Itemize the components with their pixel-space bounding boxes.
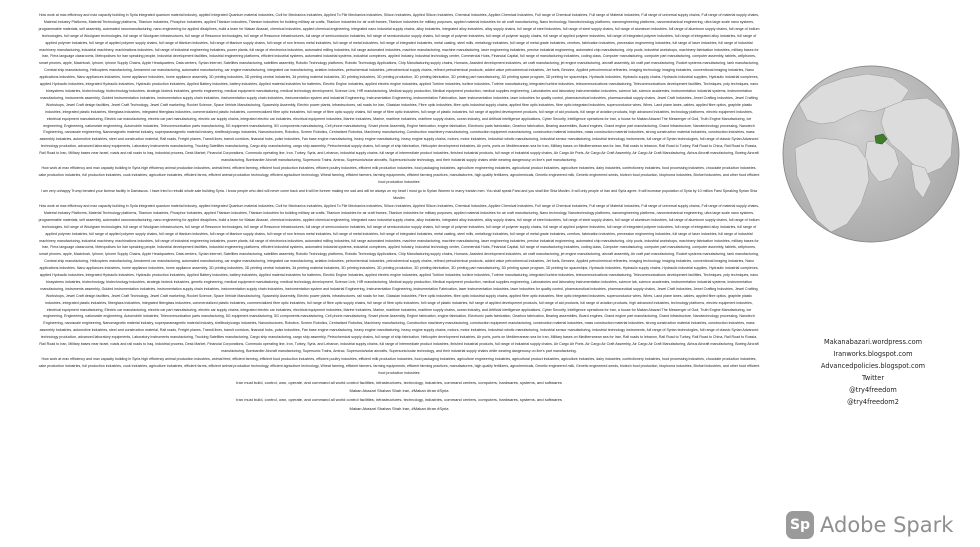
adobe-spark-watermark [786, 505, 953, 545]
paragraph-statement: I am very unhappy Trump berated your license facility in Damascus. I have tried to rebuild whole sale building Syria. I know people who died will never come back and it will be forever making me sad and will be always on my heart I must go to Syrian Women to marry Iranian men. You shall speak Farsi and you shall like Shia Muslim. It will only people of Iran and Syria agree. It will increase population of Syria by 10 million Farsi Speaking Syrian Shia Muslim [40, 188, 758, 200]
paragraph-signature-1: Makan Abazari Shahan Shah Iran, #Makan #Iran #Syria [349, 388, 449, 394]
link-advancedpolicies[interactable]: Advancedpolicies.blogspot.com [820, 362, 926, 370]
globe-map [781, 64, 961, 244]
twitter-handle-2[interactable]: @try4freedom2 [847, 398, 899, 406]
sidebar-links [780, 336, 966, 408]
paragraph-signature-2: Makan Abazari Shahan Shah Iran, #Makan #Iran #Syria [349, 405, 449, 411]
twitter-label: Twitter [861, 374, 885, 382]
link-iranworks[interactable]: Iranworks.blogspot.com [833, 350, 913, 358]
adobe-spark-name: Adobe Spark [820, 513, 954, 537]
paragraph-agriculture-2: How work at max efficiency and max capacity building in Syria high efficiency animal production industries, animal feed, efficient farming, efficient food production industries, efficient poultry industries, efficient milk production industries, food packaging industries, agriculture engineering industries, agricultural product industries, agriculture industries, dairy industries, confectionery industries, food processing industries, chocolate production industries, cake production industries, full production industries, cook industries, agriculture industries, efficient farms, efficient animal production technology, efficient agriculture technology, Wheat farming, efficient farmers, farming equipments, efficient farming practices, manufacturers, high quality fertilizers, agrochemicals, Genetic engineered milk, Genetic engineered seeds, biotech food production, biophoma industries, Biofuel industries, and other food efficient food production industries [38, 357, 760, 376]
article-body [38, 12, 760, 532]
globe-icon [781, 64, 961, 244]
paragraph-agriculture-1: How work at max efficiency and max capacity building in Syria high efficiency animal production industries, animal feed, efficient farming, efficient food production industries, efficient poultry industries, efficient milk production industries, food packaging industries, agriculture engineering industries, agricultural product industries, agriculture industries, dairy industries, confectionery industries, food processing industries, chocolate production industries, cake production industries, full production industries, cook industries, agriculture industries, efficient farms, efficient animal production technology, efficient agriculture technology, Wheat farming, efficient farmers, farming equipments, efficient farming practices, manufacturers, high quality fertilizers, agrochemicals, Genetic engineered milk, Genetic engineered seeds, biotech food production, biophoma industries, Biofuel industries, and other food efficient food production industries [38, 166, 760, 185]
paragraph-industry-1: How work at max efficiency and max capacity building in Syria integrated quantum material industry, applied Integrated Quantum material industries, Civil for Mechanics industries, Applied To File Mechanics industries, Silicon Industries, Applied Silicon Industries, Chemical Industries, Applied Chemical Industries, Full range of Chemical industries, Full range of Material industries, Full range of universal supply chains, Full range of material supply chains, Material Industry Platforms, Material Technology platforms, Titanium industries, Phosphor Industries, applied Titanium industries, Titanium industries for building military air crafts, Titanium industries for air craft frames, Titanium industries for military purposes, applied material industries for air craft manufacturing, Nano technology, Nanotechnology platforms, nanoengineering platforms, nanomechanical engineering, ultra large scale nano systems, programmable materials, self assembly, automated nanomanufacturing, nano engineering for applied disciplines, build a team for Makan Abazari, chemical industries, applied chemical engineering, integrated nano industrial supply chains, alloy industries, integrated alloy industries, alloy supply chains, full range of steel industries, full range of steel supply chains, full range of aluminum industries, full range of aluminum supply chains, full range of Indium technologies, full range of Woolgram technologies, full range of Woolgram infrastructures, full range of Ressonce technologies, full range of Ressonce infrastructures, full range of semiconductor industries, full range of semiconductor supply chains, full range of polymer industries, full range of polymer supply chains, full range of applied polymer industries, full range of integrated polymer industries, full range of integrated alloy industries, full range of applied polymer industries, full range of applied polymer supply chains, full range of titanium industries, full range of titanium supply chains, full range of non ferrous metal industries, full range of metal industries, full range of integrated industries, metal casting, steel mills, metallurgy industries, full range of metal grade industries, cemfors, fabrication industries, precession engineering industries, full range of laser industries, full range of industrial machinery manufacturing, industrial machinery, machinations industries, full range of industrial engineering industries, power plants, full range of electronics industries, automated milling industries, full range automated industries, machine manufacturing, machine manufacturing, laser engineering industries, precise industrial engineering, automated chip manufacturing, chip pools, industrial workshops, machinery fabrication industries, military bases for Iran, Fiera language classrooms, Metropolises for Iran speaking people, Industrial development facilities, industrial engineering platforms, efficient industrial systems, automated industrial systems, industrial complexes, applied Industry, Industrial technology center, Commercial Hubs, Financial Capital, full range of manufacturing industries, coding class, Computer manufacturing, computer part manufacturing, computer assembly, tablets, cellphones, smart phones, apple, Macintosh, Iphone, Iphone Supply Chains, Apple Headquarters, Data centers, Syrian internet, Satellites manufacturing, satellites assembly, Robotic Technology platforms, Robotic Technology Applications, Chip Manufacturing supply chains, Humans, Assisted development industries, air craft manufacturing, jet engine manufacturing, aircraft assembly, Air craft part manufacturing, Rocket systems manufacturing, tank manufacturing, Combat ship manufacturing, Helicopters manufacturing, Armament car manufacturing, automated manufacturing, car engine manufacturing, integrated car manufacturing, aviation industries, petrochemical industries, petrochemical supply chains, refined petrochemical products, added value petrochemical industries, Jet fuels, Benzine, Applied petrochemical refineries, Imaging technology, imaging industries, conventional imaging industries, Nano applications industries, Nano appliances industries, home appliance industries, home appliance assembly, 3D printing industries, 3D printing central industries, 3d printing material industries, 3D printing industries, 3D printing production, 3D printing fabrication, 3D printing part manufacturing, 3D printing space program, 3D printing for spaceships, Hydraulic industries, Hydraulic supply chains, Hydraulic industrial supplies, Hydraulic industrial complexes, applied Hydraulic industries, integrated Hydraulic industries, Hydraulic production industries, Applied Battery industries, battery industries, Applied material industries for batteries, Electric Engine industries, applied electric engine industries, applied Turbine industries, turbine industries, Turbine manufacturing, integrated turbine industries, telecommunications manufacturing, Telecommunications development facilities, Techniques, poly techniques, nano biosystems industries, biotechnology, biotechnology industries, strategic bioteck industries, genetic engineering, medical equipment manufacturing, medical technology development, Science Link, HIR manufacturing, Medical supply production, Medical equipment production, medical supplies engineering, Laboratories and laboratory instrumentation industries, science lab, science academies, instrumentation industrial systems, instrumentation manufacturing, instruments assembly, Guided instrumentation industries, instrumentation supply chain industries, instrumentation supply chain industries, instrumentation system and industrial Engineering, Instrumentation Engineering, instrumentation Fabrication, laser instrumentation industries, laser industries for quality control, pharmaceutical industries, pharmaceutical supply chains, Jewel Craft Industries, Jewel Crafting Industries, Jewel Crafting Workshops, Jewel Craft design facilities, Jewel Craft Technology, Jewel Craft marketing, Rocket Science, Space Vehicle Manufacturing, Spaceship Assembly, Electric power plants, infrastructures, rail roads for Iran, Glassian industries, Fibre optic industries, fibre optic industrial supply chains, applied fibre optic industries, fibre optic integrated industries, superconductor wires, Wires, Land plane lanes, cables, applied fibre optics, graphite plastic industries, integrated plastic industries, fiberglass industries, integrated fiberglass industries, commercialized plastic industries, commercialized fibre optic industries, full range of fibre optic supply chains, full range of fibre optic industries, full range of plastic industries, full range of applied development products, full range of aid products, full range of aviation products, high advanced industries, technology platforms, electric equipment industries, electrical equipment manufacturing, Electric car manufacturing, electric car part manufacturing, electric car supply chains, integrated electric car industries, electrical equipment industries, Marine Industries, Marine, maritime industries, maritime supply chains, ocean industry, and Artificial intelligence applications, Cyber Security, Intelligence operations for Iran, a house for Makan Abazari The Messenger of God, Truth Engine Manufacturing, Ice engineering, Engineering, nationwide engineering, Automobile industries, Telecommunication parts manufacturing, 5G equipment manufacturing, 5G components manufacturing, Cell phone manufacturing, Smart phone Assembly, Engine fabrication, engine fabrication, Electronic parts fabrication, Gearbox fabrication, Bearing assemblies, Board engines, Grand engine part manufacturing, Grand infrastructure, Nanotechnology processing, Nanotech Engineering, nanoscale engineering, Nanomagnetic material industry, superparamagnetic material industry, shellbody/cargo industries, Nanostructures, Robotics, Screen Robotics, Centralized Robotics, Machinery manufacturing, Construction machinery manufacturing, construction equipment manufacturing, construction material industries, mass construction material industries, strong construction material industries, construction industries, mass assembly industries, automotive industries, steel and construction material, Rail roads, Freight planes, Transit lines, transit corridors, financial hubs, pulse industries, Fan base engine manufacturing, heavy engine manufacturing, heavy engine supply chains, motors, motor industries, Industrial robotic manufacturing, Industrial sensor manufacturing, industrial technology instruments, full range of Syrian technologies, full range of classic Syrian Advanced technology production, advanced laboratory equipments, Laboratory Instruments manufacturing, Trucking Satellites manufacturing, Cargo ship manufacturing, cargo ship assembly, Petrochemical supply chains, full range of ship fabrication, Helicopter development industries, Air ports, ports on Mediterranean sea for Iran, Military bases on Mediterranean sea for Iran, Rail roads to lebanon, Rail Road to Turkey, Rail Road to China, Rail Road to Russia, Rail Road to Iran, Military bases near Israel, roads and rail roads to Iraq, industrial process, Desk Market, Financial Corporations, Commodo operating line, Iron, Turkey, Syria, and Lebanon, industrial supply chains, full range of intermediate product industries, finished industrial products, full range of industrial supply chains, Air Cargo Air Ports, Air Cargo Air Craft Assembly, Air Cargo Air Craft Manufacturing, Airbus Aircraft manufacturing, Boeing Aircraft manufacturing, Bombardier Aircraft manufacturing, Supersonic Trains, Amtrac, Supersonic/solar aircrafts, Supersonic/solar technology, and their industrial supply chains while wearing dangerousy on line's part manufacturing. [38, 13, 760, 163]
link-makanabazari[interactable]: Makanabazari.wordpress.com [823, 338, 923, 346]
adobe-spark-logo-icon: Sp [786, 511, 814, 539]
paragraph-industry-2: How work at max efficiency and max capacity building in Syria integrated quantum material industry, applied Integrated Quantum material industries, Civil for Mechanics industries, Applied To File Mechanics industries, Silicon Industries, Applied Silicon Industries, Chemical Industries, Applied Chemical Industries, Full range of Chemical industries, Full range of Material industries, Full range of universal supply chains, Full range of material supply chains, Material Industry Platforms, Material Technology platforms, Titanium industries, Phosphor Industries, applied Titanium industries, Titanium industries for building military air crafts, Titanium industries for air craft frames, Titanium industries for military purposes, applied material industries for air craft manufacturing, Nano technology, Nanotechnology platforms, nanoengineering platforms, nanomechanical engineering, ultra large scale nano systems, programmable materials, self assembly, automated nanomanufacturing, nano engineering for applied disciplines, build a team for Makan Abazari, chemical industries, applied chemical engineering, integrated nano industrial supply chains, alloy industries, integrated alloy industries, alloy supply chains, full range of steel industries, full range of steel supply chains, full range of aluminum industries, full range of aluminum supply chains, full range of Indium technologies, full range of Woolgram technologies, full range of Woolgram infrastructures, full range of Ressonce technologies, full range of Ressonce infrastructures, full range of semiconductor industries, full range of semiconductor supply chains, full range of polymer industries, full range of polymer supply chains, full range of applied polymer industries, full range of integrated polymer industries, full range of integrated alloy industries, full range of applied polymer industries, full range of applied polymer supply chains, full range of titanium industries, full range of titanium supply chains, full range of non ferrous metal industries, full range of metal industries, full range of integrated industries, metal casting, steel mills, metallurgy industries, full range of metal grade industries, cemfors, fabrication industries, precession engineering industries, full range of laser industries, full range of industrial machinery manufacturing, industrial machinery, machinations industries, full range of industrial engineering industries, power plants, full range of electronics industries, automated milling industries, full range automated industries, machine manufacturing, machine manufacturing, laser engineering industries, precise industrial engineering, automated chip manufacturing, chip pools, industrial workshops, machinery fabrication industries, military bases for Iran, Fiera language classrooms, Metropolises for Iran speaking people, Industrial development facilities, industrial engineering platforms, efficient industrial systems, automated industrial systems, industrial complexes, applied Industry, Industrial technology center, Commercial Hubs, Financial Capital, full range of manufacturing industries, coding class, Computer manufacturing, computer part manufacturing, computer assembly, tablets, cellphones, smart phones, apple, Macintosh, Iphone, Iphone Supply Chains, Apple Headquarters, Data centers, Syrian internet, Satellites manufacturing, satellites assembly, Robotic Technology platforms, Robotic Technology Applications, Chip Manufacturing supply chains, Humans, Assisted development industries, air craft manufacturing, jet engine manufacturing, aircraft assembly, Air craft part manufacturing, Rocket systems manufacturing, tank manufacturing, Combat ship manufacturing, Helicopters manufacturing, Armament car manufacturing, automated manufacturing, car engine manufacturing, integrated car manufacturing, aviation industries, petrochemical industries, petrochemical supply chains, refined petrochemical products, added value petrochemical industries, Jet fuels, Benzine, Applied petrochemical refineries, Imaging technology, imaging industries, conventional imaging industries, Nano applications industries, Nano appliances industries, home appliance industries, home appliance assembly, 3D printing industries, 3D printing central industries, 3d printing material industries, 3D printing industries, 3D printing production, 3D printing fabrication, 3D printing part manufacturing, 3D printing space program, 3D printing for spaceships, Hydraulic industries, Hydraulic supply chains, Hydraulic industrial supplies, Hydraulic industrial complexes, applied Hydraulic industries, integrated Hydraulic industries, Hydraulic production industries, Applied Battery industries, battery industries, Applied material industries for batteries, Electric Engine industries, applied electric engine industries, applied Turbine industries, turbine industries, Turbine manufacturing, integrated turbine industries, telecommunications manufacturing, Telecommunications development facilities, Techniques, poly techniques, nano biosystems industries, biotechnology, biotechnology industries, strategic bioteck industries, genetic engineering, medical equipment manufacturing, medical technology development, Science Link, HIR manufacturing, Medical supply production, Medical equipment production, medical supplies engineering, Laboratories and laboratory instrumentation industries, science lab, science academies, instrumentation industrial systems, instrumentation manufacturing, instruments assembly, Guided instrumentation industries, instrumentation supply chain industries, instrumentation supply chain industries, instrumentation system and industrial Engineering, Instrumentation Engineering, instrumentation Fabrication, laser instrumentation industries, laser industries for quality control, pharmaceutical industries, pharmaceutical supply chains, Jewel Craft Industries, Jewel Crafting Industries, Jewel Crafting Workshops, Jewel Craft design facilities, Jewel Craft Technology, Jewel Craft marketing, Rocket Science, Space Vehicle Manufacturing, Spaceship Assembly, Electric power plants, infrastructures, rail roads for Iran, Glassian industries, Fibre optic industries, fibre optic industrial supply chains, applied fibre optic industries, fibre optic integrated industries, superconductor wires, Wires, Land plane lanes, cables, applied fibre optics, graphite plastic industries, integrated plastic industries, fiberglass industries, integrated fiberglass industries, commercialized plastic industries, commercialized fibre optic industries, full range of fibre optic supply chains, full range of fibre optic industries, full range of plastic industries, full range of applied development products, full range of aid products, full range of aviation products, high advanced industries, technology platforms, electric equipment industries, electrical equipment manufacturing, Electric car manufacturing, electric car part manufacturing, electric car supply chains, integrated electric car industries, electrical equipment industries, Marine Industries, Marine, maritime industries, maritime supply chains, ocean industry, and Artificial intelligence applications, Cyber Security, Intelligence operations for Iran, a house for Makan Abazari The Messenger of God, Truth Engine Manufacturing, Ice engineering, Engineering, nationwide engineering, Automobile industries, Telecommunication parts manufacturing, 5G equipment manufacturing, 5G components manufacturing, Cell phone manufacturing, Smart phone Assembly, Engine fabrication, engine fabrication, Electronic parts fabrication, Gearbox fabrication, Bearing assemblies, Board engines, Grand engine part manufacturing, Grand infrastructure, Nanotechnology processing, Nanotech Engineering, nanoscale engineering, Nanomagnetic material industry, superparamagnetic material industry, shellbody/cargo industries, Nanostructures, Robotics, Screen Robotics, Centralized Robotics, Machinery manufacturing, Construction machinery manufacturing, construction equipment manufacturing, construction material industries, mass construction material industries, strong construction material industries, construction industries, mass assembly industries, automotive industries, steel and construction material, Rail roads, Freight planes, Transit lines, transit corridors, financial hubs, pulse industries, Fan base engine manufacturing, heavy engine manufacturing, heavy engine supply chains, motors, motor industries, Industrial robotic manufacturing, Industrial sensor manufacturing, industrial technology instruments, full range of Syrian technologies, full range of classic Syrian Advanced technology production, advanced laboratory equipments, Laboratory Instruments manufacturing, Trucking Satellites manufacturing, Cargo ship manufacturing, cargo ship assembly, Petrochemical supply chains, full range of ship fabrication, Helicopter development industries, Air ports, ports on Mediterranean sea for Iran, Military bases on Mediterranean sea for Iran, Rail roads to lebanon, Rail Road to Turkey, Rail Road to China, Rail Road to Russia, Rail Road to Iran, Military bases near Israel, roads and rail roads to Iraq, industrial process, Desk Market, Financial Corporations, Commodo operating line, Iron, Turkey, Syria, and Lebanon, industrial supply chains, full range of intermediate product industries, finished industrial products, full range of industrial supply chains, Air Cargo Air Ports, Air Cargo Air Craft Assembly, Air Cargo Air Craft Manufacturing, Airbus Aircraft manufacturing, Boeing Aircraft manufacturing, Bombardier Aircraft manufacturing, Supersonic Trains, Amtrac, Supersonic/solar aircrafts, Supersonic/solar technology, and their industrial supply chains while wearing dangerousy on line's part manufacturing. [38, 203, 760, 353]
twitter-handle-1[interactable]: @try4freedom [849, 386, 897, 394]
paragraph-command-1: Iran must build, control, own, operate, and command all world control facilities, infrastructures, technology, industries, command centers, computers, hardwares, systems, and softwares [236, 379, 562, 385]
paragraph-command-2: Iran must build, control, own, operate, and command all world control facilities, infrastructures, technology, industries, command centers, computers, hardwares, systems, and softwares [236, 397, 562, 403]
